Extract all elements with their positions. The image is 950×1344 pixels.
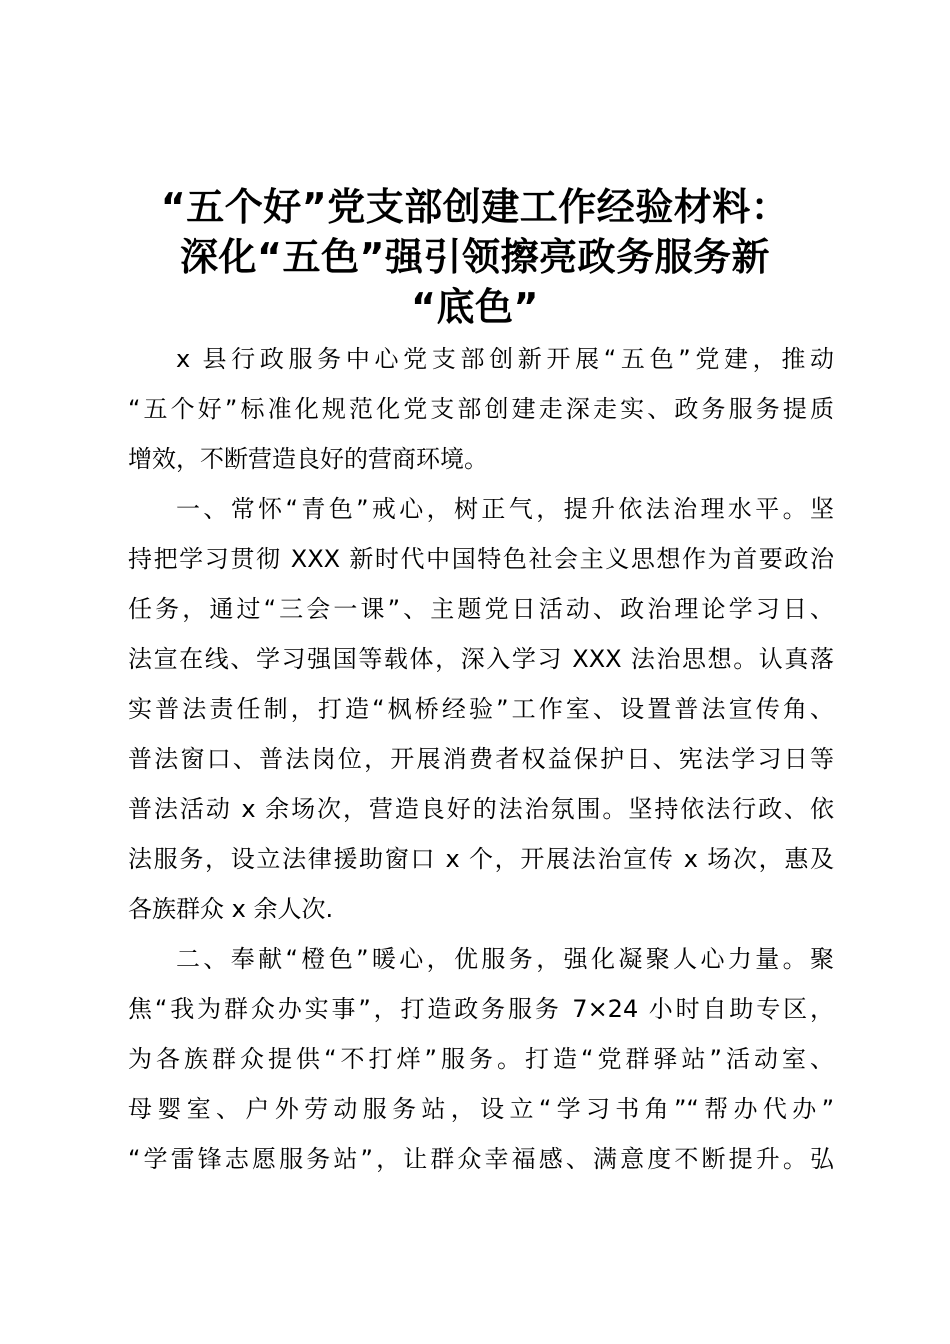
paragraph-line: 法宣在线、学习强国等载体，深入学习 XXX 法治思想。认真落 <box>128 645 834 673</box>
paragraph-intro <box>128 334 834 484</box>
document-title <box>120 182 830 332</box>
paragraph-line: 普法窗口、普法岗位，开展消费者权益保护日、宪法学习日等 <box>128 745 834 773</box>
title-line: “底色” <box>411 285 539 329</box>
paragraph-line: 增效，不断营造良好的营商环境。 <box>128 445 488 473</box>
paragraph-line: 母婴室、户外劳动服务站，设立“学习书角”“帮办代办” <box>128 1095 834 1123</box>
title-line: “五个好”党支部创建工作经验材料： <box>160 185 790 229</box>
paragraph-line: 持把学习贯彻 XXX 新时代中国特色社会主义思想作为首要政治 <box>128 545 834 573</box>
paragraph-line: 为各族群众提供“不打烊”服务。打造“党群驿站”活动室、 <box>128 1045 834 1073</box>
paragraph-line: “学雷锋志愿服务站”，让群众幸福感、满意度不断提升。弘 <box>128 1145 834 1173</box>
paragraph-line: 普法活动 x 余场次，营造良好的法治氛围。坚持依法行政、依 <box>128 795 834 823</box>
paragraph-line: 二、奉献“橙色”暖心，优服务，强化凝聚人心力量。聚 <box>176 945 834 973</box>
paragraph-line: 实普法责任制，打造“枫桥经验”工作室、设置普法宣传角、 <box>128 695 834 723</box>
paragraph-line: x 县行政服务中心党支部创新开展“五色”党建，推动 <box>176 345 834 373</box>
paragraph-line: “五个好”标准化规范化党支部创建走深走实、政务服务提质 <box>128 395 834 423</box>
paragraph-line: 各族群众 x 余人次. <box>128 895 334 923</box>
paragraph-line: 一、常怀“青色”戒心，树正气，提升依法治理水平。坚 <box>176 495 834 523</box>
paragraph-line: 法服务，设立法律援助窗口 x 个，开展法治宣传 x 场次，惠及 <box>128 845 834 873</box>
paragraph-line: 焦“我为群众办实事”，打造政务服务 7×24 小时自助专区， <box>128 995 834 1023</box>
paragraph-line: 任务，通过“三会一课”、主题党日活动、政治理论学习日、 <box>128 595 834 623</box>
paragraph-section-2 <box>128 934 834 1184</box>
title-line: 深化“五色”强引领擦亮政务服务新 <box>180 235 770 279</box>
paragraph-section-1 <box>128 484 834 934</box>
document-body <box>128 334 834 1184</box>
